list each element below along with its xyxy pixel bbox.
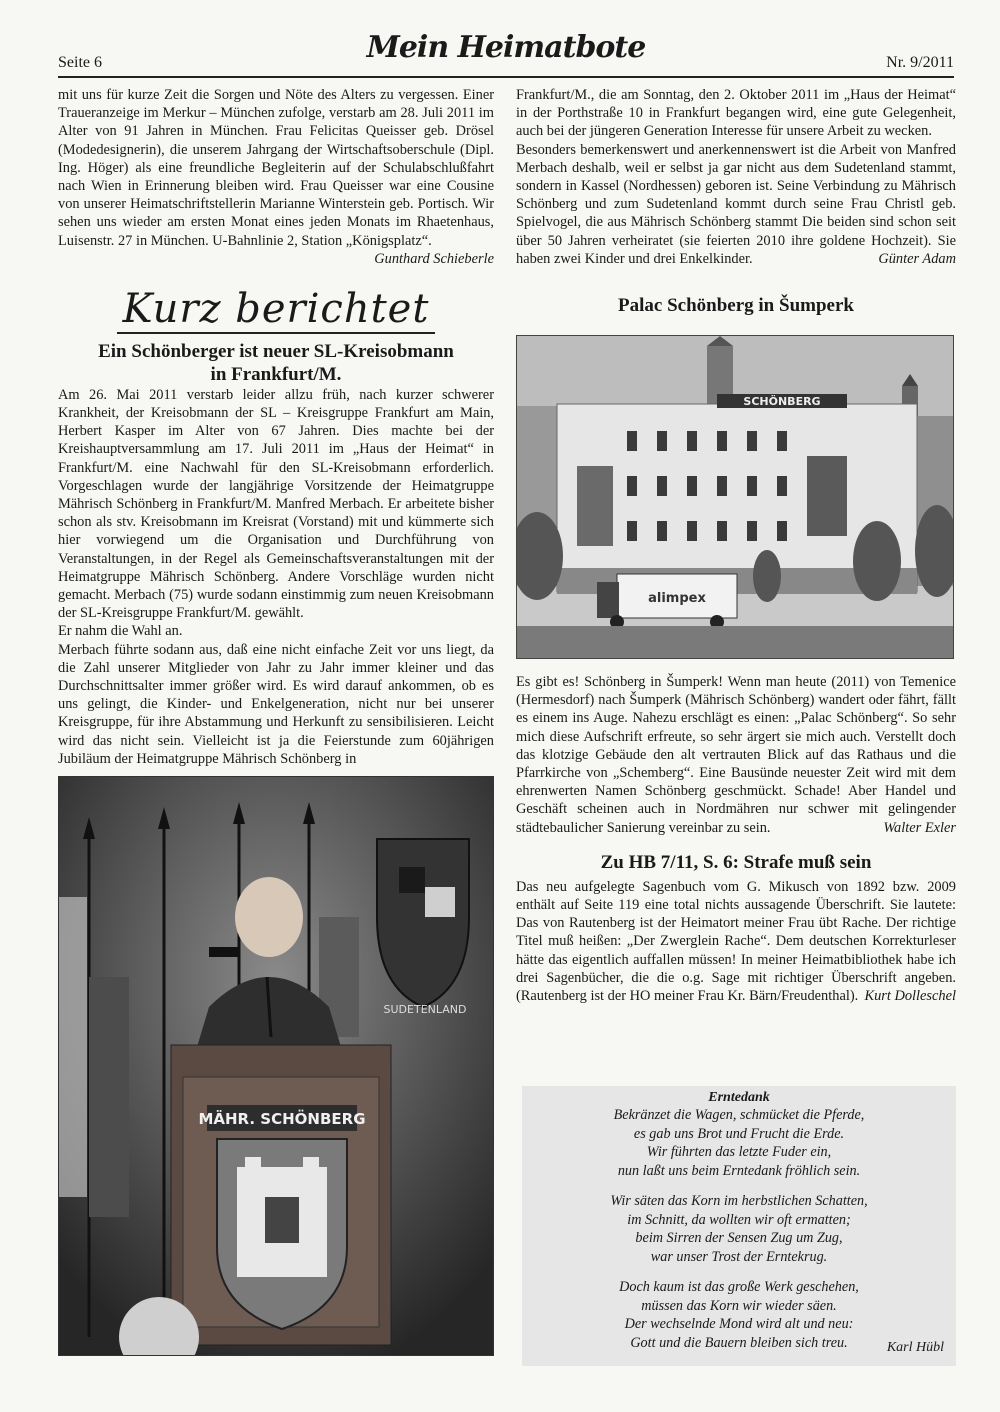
poem-line: Bekränzet die Wagen, schmücket die Pferde, (613, 1107, 865, 1123)
left-column (58, 86, 494, 1356)
hb-text (516, 878, 956, 1005)
issue-number: Nr. 9/2011 (886, 54, 954, 71)
article-title-line2: in Frankfurt/M. (210, 363, 342, 385)
poem-stanza-1 (522, 1106, 956, 1180)
section-title-text: Kurz berichtet (117, 286, 436, 334)
continued-author: Günter Adam (878, 250, 956, 267)
article-para-3: Merbach führte sodann aus, daß eine nicht einfache Zeit vor uns liegt, da die Zahl unserer Mitglieder von Jahr zu Jahr immer kleiner und das Durchschnittsalter immer größer wird. Es wird darauf ankommen, ob es uns gelingt, die Kinder- und Enkelgeneration, nicht nur bei unserer Kreisgruppe, für ihre Abstammung und Herkunft zu sensibilisieren. Leicht wird das nicht sein. Vielleicht ist ja die Feierstunde zum 60jährigen Jubiläum der Heimatgruppe Mährisch Schönberg in (58, 641, 494, 767)
hb-title: Zu HB 7/11, S. 6: Strafe muß sein (600, 851, 872, 873)
continued-para-1: Frankfurt/M., die am Sonntag, den 2. Oktober 2011 im „Haus der Heimat“ in der Porthstraße 10 in Frankfurt begangen wird, eine gute Gelegenheit, auch bei der jüngeren Generation Interesse für unsere Arbeit zu wecken. (516, 87, 956, 140)
poem-line: war unser Trost der Erntekrug. (650, 1248, 828, 1265)
poem-line: es gab uns Brot und Frucht die Erde. (633, 1125, 845, 1142)
header-rule (58, 76, 954, 78)
hb-author: Kurt Dolleschel (864, 988, 956, 1005)
banner-text: SUDETENLAND (383, 1003, 467, 1017)
palac-photo-image (517, 336, 953, 658)
speaker-photo-image (59, 777, 493, 1355)
palac-text (516, 673, 956, 837)
poem-stanza-2 (522, 1192, 956, 1266)
intro-paragraph: mit uns für kurze Zeit die Sorgen und Nöte des Alters zu vergessen. Einer Traueranzeige im Merkur – München zufolge, verstarb am 28. Juli 2011 im Alter von 91 Jahren in München. Frau Felicitas Queisser geb. Drösel (Modedesignerin), die unserem Jahrgang der Wirtschaftsoberschule (Dipl. Ing. Höger) als eine freundliche Begleiterin auf der Schulabschlußfahrt nach Wien in Erinnerung bleiben wird. Frau Queisser war eine Cousine von unserer Heimatschriftstellerin Marianne Winterstein geb. Portisch. Wir sehen uns wieder am ersten Monat eines jeden Monats im Rhaetenhaus, Luisenstr. 27 in München. U-Bahnlinie 2, Station „Königsplatz“. (58, 87, 494, 249)
hb-text-body: Das neu aufgelegte Sagenbuch vom G. Mikusch von 1892 bzw. 2009 enthält auf Seite 119 eine total nichts aussagende Überschrift. Sie lautete: Das von Rautenberg ist der Heimatort meiner Frau übt Rache. Der richtige Titel muß heißen: „Der Zwerglein Rache“. Dem deutschen Korrekturleser hätte das eigentlich auffallen müssen! In meiner Heimatbibliothek habe ich drei Sagenbücher, die die o.g. Sage mit richtiger Überschrift angeben. (Rautenberg ist der HO meiner Frau Kr. Bärn/Freudenthal). (516, 878, 956, 1005)
poem-line: beim Sirren der Sensen Zug um Zug, (635, 1230, 843, 1246)
poem-line: Der wechselnde Mond wird alt und neu: (624, 1316, 854, 1332)
intro-author: Gunthard Schieberle (374, 250, 494, 267)
article-title (58, 340, 494, 386)
continued-para-2 (516, 141, 956, 268)
poem-line: Wir säten das Korn im herbstlichen Schatten, (610, 1193, 868, 1209)
page-number: Seite 6 (58, 54, 102, 71)
poem-line: nun laßt uns beim Erntedank fröhlich sein. (617, 1162, 861, 1179)
article-para-1: Am 26. Mai 2011 verstarb leider allzu früh, nach kurzer schwerer Krankheit, der Kreisobmann der SL – Kreisgruppe Frankfurt am Main, Herbert Kasper im Alter von 67 Jahren. Dies machte bei der Kreishauptversammlung am 17. Juli 2011 im „Haus der Heimat“ in Frankfurt/M. eine Nachwahl für den SL-Kreisobmann erforderlich. Vorgeschlagen wurde der langjährige Vorsitzende der Heimatgruppe Mährisch Schönberg in Frankfurt/M. Manfred Merbach. Er arbeitete bisher schon als stv. Kreisobmann im Kreisrat (Vorstand) mit und kümmerte sich hier vorwiegend um die Organisation und Durchführung von Veranstaltungen, in der Regel als Gemeinschaftsveranstaltungen mit der Heimatgruppe Mährisch Schönberg. Andere Vorschläge wurden nicht gemacht. Merbach (75) wurde sodann einstimmig zum neuen Kreisobmann der SL-Kreisgruppe Frankfurt/M. gewählt. (58, 386, 494, 622)
continued-para-2-text: Besonders bemerkenswert und anerkennenswert ist die Arbeit von Manfred Merbach deshalb, weil er selbst ja gar nicht aus dem Sudetenland stammt, sondern in Kassel (Nordhessen) geboren ist. Seine Verbindung zu Mährisch Schönberg und zum Sudetenland kommt durch seine Frau Christl geb. Spielvogel, die aus Mährisch Schönberg stammt Die beiden sind schon seit über 50 Jahren verheiratet (sie feierten 2010 ihre goldene Hochzeit). Sie haben zwei Kinder und drei Enkelkinder. (516, 141, 956, 267)
palac-title: Palac Schönberg in Šumperk (618, 295, 854, 317)
speaker-photo (58, 776, 494, 1356)
truck-text: alimpex (648, 591, 706, 607)
article-para-2: Er nahm die Wahl an. (58, 623, 183, 640)
right-column (516, 86, 956, 1005)
poem-box (522, 1086, 956, 1366)
poem-author: Karl Hübl (886, 1340, 944, 1355)
masthead-logo: Mein Heimatbote (366, 30, 646, 65)
poem-line: Doch kaum ist das große Werk geschehen, (619, 1279, 859, 1295)
poem-title: Erntedank (708, 1090, 770, 1105)
lectern-text: MÄHR. SCHÖNBERG (198, 1110, 366, 1129)
palac-photo (516, 335, 954, 659)
article-title-line1: Ein Schönberger ist neuer SL-Kreisobmann (98, 340, 454, 362)
palac-text-body: Es gibt es! Schönberg in Šumperk! Wenn man heute (2011) von Temenice (Hermesdorf) nach Šumperk (Mährisch Schönberg) wandert oder fährt, fällt es einem ins Auge. Nahezu erschlägt es einen: „Palac Schönberg“. So sehr mich diese Aufschrift erfreute, so sehr ärgert sie mich auch. Verstellt doch das klotzige Gebäude den alt vertrauten Blick auf das Rathaus und die Pfarrkirche von „Schemberg“. Eine Bausünde neuester Zeit wird mit dem ehrenwerten Namen Schönberg geschmückt. Schade! Aber Handel und Geschäft scheinen auch in Nordmähren nur schwer mit gelingender städtebaulicher Sanierung vereinbar zu sein. (516, 674, 956, 836)
section-title (58, 286, 494, 332)
page-header (58, 28, 954, 78)
poem-line: Gott und die Bauern bleiben sich treu. (630, 1334, 848, 1351)
poem-line: Wir führten das letzte Fuder ein, (646, 1144, 832, 1160)
palac-author: Walter Exler (883, 819, 956, 836)
poem-line: müssen das Korn wir wieder säen. (641, 1297, 837, 1314)
poem-line: im Schnitt, da wollten wir oft ermatten; (627, 1211, 851, 1228)
palac-sign-text: SCHÖNBERG (743, 395, 821, 409)
